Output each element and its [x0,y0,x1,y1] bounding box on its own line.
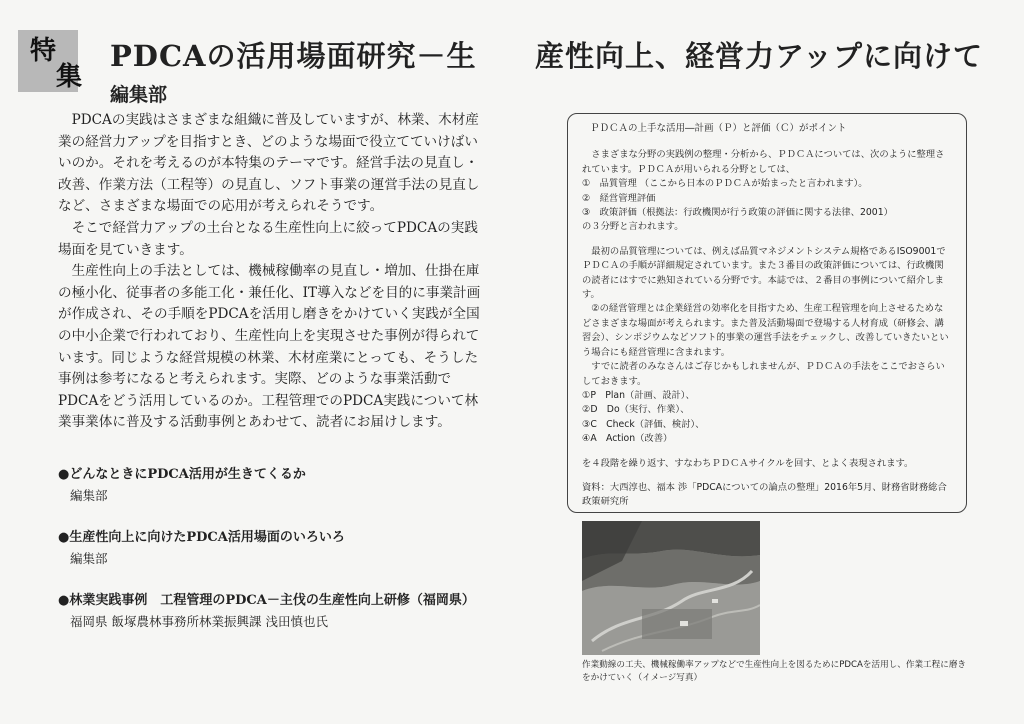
box-paragraph: さまざまな分野の実践例の整理・分析から、ＰＤＣＡについては、次のように整理されています。ＰＤＣＡが用いられる分野としては、 [582,149,945,175]
box-title: ＰＤＣＡの上手な活用―計画（Ｐ）と評価（Ｃ）がポイント [590,123,847,134]
toc-item-title: ●生産性向上に向けたPDCA活用場面のいろいろ [58,530,345,545]
toc-item[interactable] [58,463,498,504]
toc-item-title: ●林業実践事例 工程管理のPDCA－主伐の生産性向上研修（福岡県） [58,593,475,608]
box-paragraph: 最初の品質管理については、例えば品質マネジメントシステム規格であるISO9001でＰＤＣＡの手順が詳細規定されています。また３番目の政策評価については、行政機関の読者にはすでに熟知されている分野です。本誌では、２番目の事例について紹介します。 [582,245,946,301]
box-paragraph: すでに読者のみなさんはご存じかもしれませんが、ＰＤＣＡの手法をここでおさらいしておきます。 [582,361,945,387]
intro-paragraph: PDCAの実践はさまざまな組織に普及していますが、林業、木材産業の経営力アップを目指すとき、どのような場面で役立てていけばいいのか。それを考えるのが本特集のテーマです。経営手法の見直し・改善、作業方法（工程等）の見直し、ソフト事業の運営手法の見直しなど、さまざまな場面での応用が考えられそうです。 [58,112,480,215]
toc-item-author: 福岡県 飯塚農林事務所林業振興課 浅田慎也氏 [70,614,328,629]
toc-item-title: ●どんなときにPDCA活用が生きてくるか [58,467,306,482]
feature-badge-char-1: 特 [30,36,57,66]
box-field-item: ① 品質管理 （ここから日本のＰＤＣＡが始まったと言われます）。 [582,178,868,190]
forestry-photo-image [582,521,760,655]
toc-item[interactable] [58,526,498,567]
toc-item[interactable] [58,589,498,630]
photo-caption: 作業動線の工夫、機械稼働率アップなどで生産性向上を図るためにPDCAを活用し、作業工程に磨きをかけていく（イメージ写真） [582,660,967,683]
toc-item-author: 編集部 [70,488,108,503]
box-paragraph: を４段階を繰り返す、すなわちＰＤＣＡサイクルを回す、とよく表現されます。 [582,457,914,469]
intro-text [58,110,488,434]
intro-paragraph: そこで経営力アップの土台となる生産性向上に絞ってPDCAの実践場面を見ていきます。 [58,219,478,258]
box-step-item: ②D Do（実行、作業）、 [582,404,690,416]
box-paragraph: ②の経営管理とは企業経営の効率化を目指すため、生産工程管理を向上させるためなどさまざまな場面が考えられます。また普及活動場面で登場する人材育成（研修会、講習会）、シンポジウムなどソフト的事業の運営手法をチェックし、改善していきたいという場合にも経営管理に含まれます。 [582,303,949,358]
box-source: 資料：大西淳也、福本 渉「PDCAについての論点の整理」2016年5月、財務省財務総合政策研究所 [582,481,947,508]
forestry-photo [582,521,760,655]
pdca-info-box [567,113,967,513]
box-step-item: ④A Action（改善） [582,433,673,445]
feature-badge-char-2: 集 [56,62,83,92]
feature-badge [18,30,83,92]
intro-paragraph: 生産性向上の手法としては、機械稼働率の見直し・増加、仕掛在庫の極小化、従事者の多能工化・兼任化、IT導入などを目的に事業計画が作成され、その手順をPDCAを活用し磨きをかけていく実践が全国の中小企業で行われており、生産性向上を実現させた事例が得られています。同じような経営規模の林業、木材産業にとっても、そうした事例は参考になると考えられます。実際、どのような事業活動でPDCAをどう活用しているのか。工程管理でのPDCA実践について林業事業体に普及する活動事例とあわせて、読者にお届けします。 [58,263,481,431]
box-paragraph: の３分野と言われます。 [582,221,684,233]
box-step-item: ①P Plan（計画、設計）、 [582,389,695,401]
box-field-item: ③ 政策評価（根拠法：行政機関が行う政策の評価に関する法律、2001） [582,207,893,219]
page-title: PDCAの活用場面研究－生 [110,39,477,73]
editor-credit: 編集部 [110,84,168,106]
box-field-item: ② 経営管理評価 [582,192,656,204]
box-step-item: ③C Check（評価、検討）、 [582,418,705,430]
toc-item-author: 編集部 [70,551,108,566]
page-title-continued: 産性向上、経営力アップに向けて [535,39,983,73]
